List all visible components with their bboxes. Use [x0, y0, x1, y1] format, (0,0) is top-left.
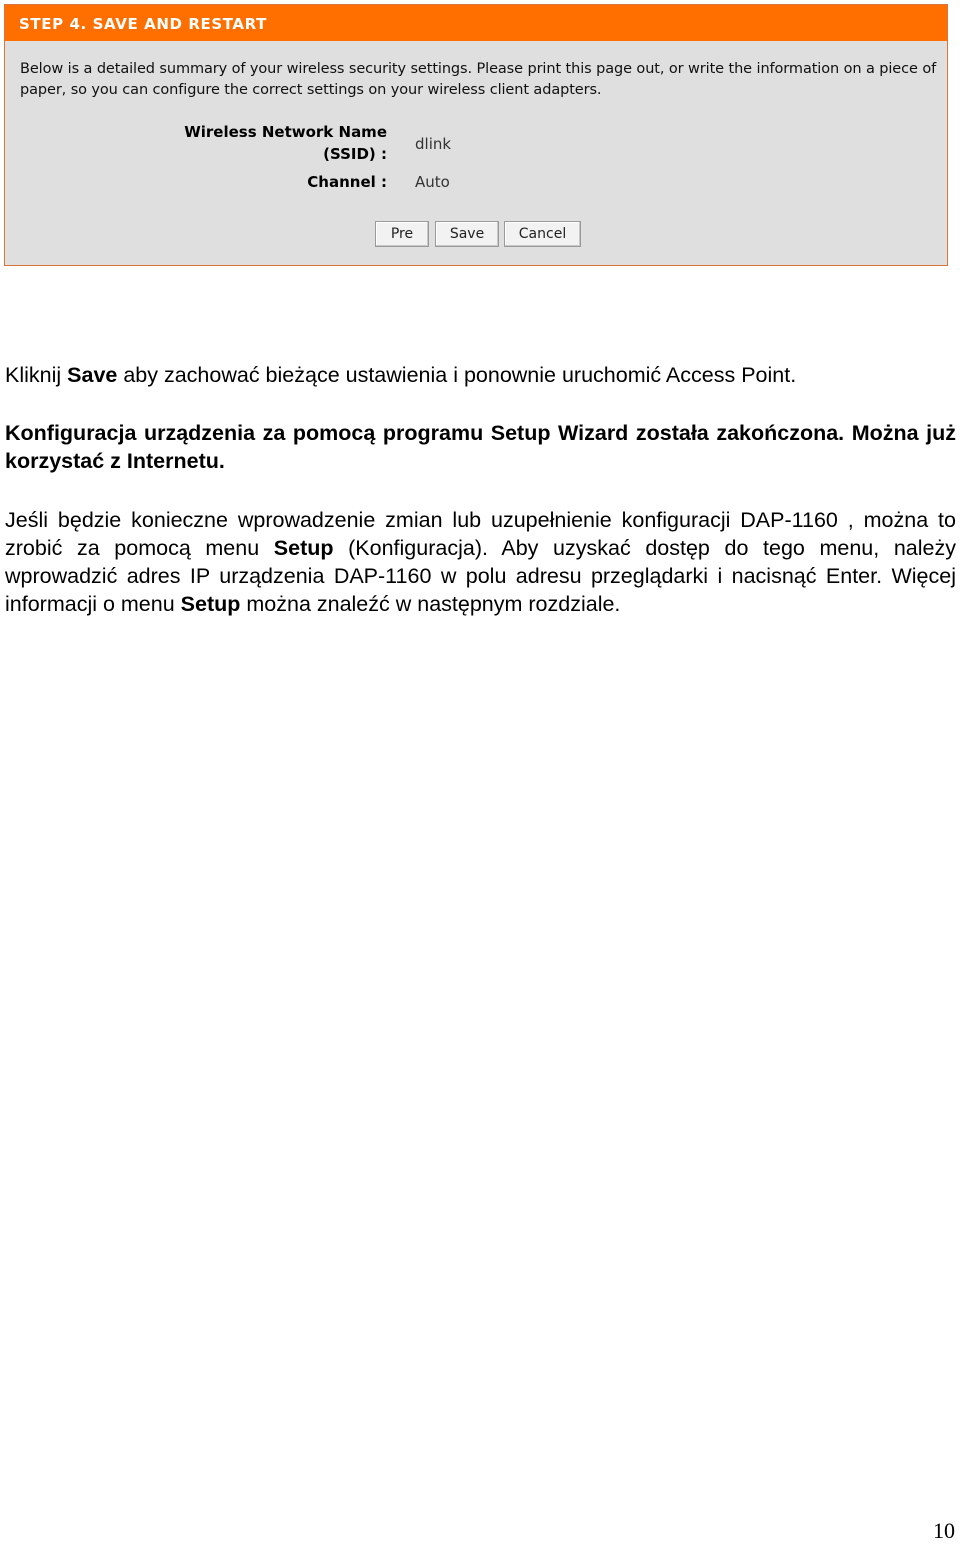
paragraph-setup: [5, 506, 956, 618]
ssid-label-line1: Wireless Network Name: [184, 123, 387, 141]
cancel-button[interactable]: Cancel: [504, 221, 581, 247]
p1-after: aby zachować bieżące ustawienia i ponownie uruchomić Access Point.: [117, 363, 797, 387]
p3-part2: (Konfiguracja). Aby uzyskać dostęp do tego menu, należy wprowadzić adres IP urządzenia DAP-1160 w polu adresu przeglądarki i nacisnąć Enter. Więcej informacji o menu: [5, 536, 956, 616]
page-number: 10: [933, 1518, 955, 1543]
p1-bold: Save: [67, 363, 118, 387]
paragraph-save: [5, 361, 956, 389]
p3-part1: Jeśli będzie konieczne wprowadzenie zmian lub uzupełnienie konfiguracji DAP-1160 , można to zrobić za pomocą menu: [5, 508, 956, 560]
step-header: STEP 4. SAVE AND RESTART: [5, 5, 947, 41]
channel-label: Channel :: [307, 173, 387, 191]
ssid-label-line2: (SSID) :: [323, 145, 387, 163]
channel-value: Auto: [415, 173, 450, 191]
wizard-panel: [4, 4, 948, 266]
p1-before: Kliknij: [5, 363, 68, 387]
paragraph-complete: Konfiguracja urządzenia za pomocą programu Setup Wizard została zakończona. Można już korzystać z Internetu.: [5, 421, 956, 473]
p3-bold1: Setup: [273, 536, 334, 560]
ssid-value: dlink: [415, 135, 452, 153]
p3-bold2: Setup: [180, 592, 241, 616]
save-button[interactable]: Save: [435, 221, 499, 247]
p3-part3: można znaleźć w następnym rozdziale.: [240, 592, 621, 616]
summary-intro: Below is a detailed summary of your wireless security settings. Please print this page out, or write the information on a piece of paper, so you can configure the correct settings on your wireless client adapters.: [20, 61, 937, 98]
ssid-label: [184, 121, 387, 165]
pre-button[interactable]: Pre: [375, 221, 429, 247]
